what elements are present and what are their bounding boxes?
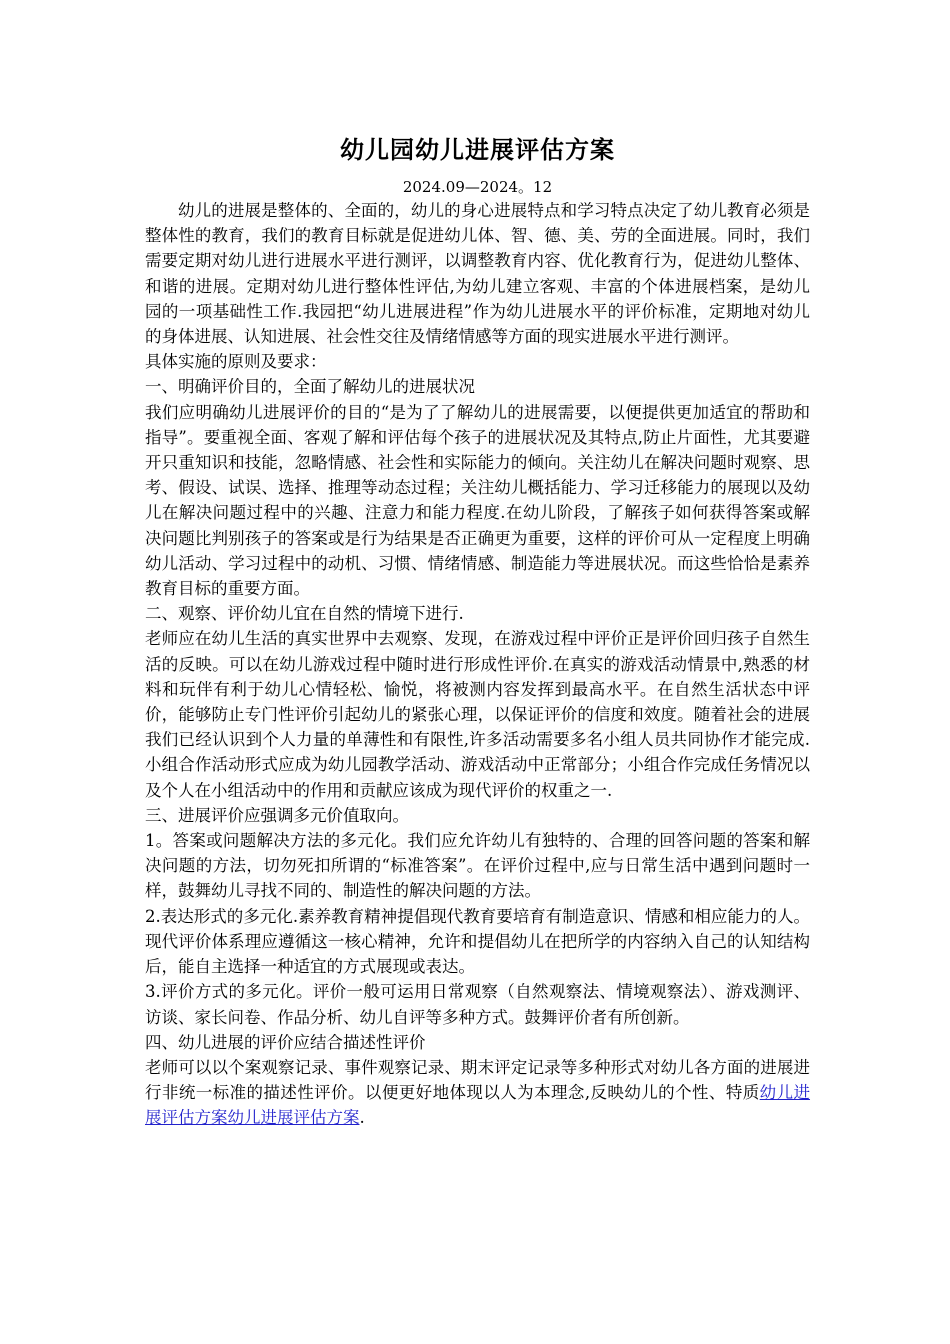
document-date: 2024.09—2024。12 [402, 178, 553, 196]
section2-body: 老师应在幼儿生活的真实世界中去观察、发现，在游戏过程中评价正是评价回归孩子自然生活的反映。可以在幼儿游戏过程中随时进行形成性评价.在真实的游戏活动情景中,熟悉的材料和玩伴有利于幼儿心情轻松、愉悦，将被测内容发挥到最高水平。在自然生活状态中评价，能够防止专门性评价引起幼儿的紧张心理，以保证评价的信度和效度。随着社会的进展我们已经认识到个人力量的单薄性和有限性,许多活动需要多名小组人员共同协作才能完成.小组合作活动形式应成为幼儿园教学活动、游戏活动中正常部分；小组合作完成任务情况以及个人在小组活动中的作用和贡献应该成为现代评价的权重之一. [145, 629, 810, 800]
section4-heading: 四、幼儿进展的评价应结合描述性评价 [145, 1032, 426, 1052]
section1-body: 我们应明确幼儿进展评价的目的“是为了了解幼儿的进展需要，以便提供更加适宜的帮助和指导”。要重视全面、客观了解和评估每个孩子的进展状况及其特点,防止片面性，尤其要避开只重知识和技能，忽略情感、社会性和实际能力的倾向。关注幼儿在解决问题时观察、思考、假设、试误、选择、推理等动态过程；关注幼儿概括能力、学习迁移能力的展现以及幼儿在解决问题过程中的兴趣、注意力和能力程度.在幼儿阶段，了解孩子如何获得答案或解决问题比判别孩子的答案或是行为结果是否正确更为重要，这样的评价可从一定程度上明确幼儿活动、学习过程中的动机、习惯、情绪情感、制造能力等进展状况。而这些恰恰是素养教育目标的重要方面。 [145, 402, 810, 599]
principles-heading: 具体实施的原则及要求： [145, 352, 327, 372]
document-title: 幼儿园幼儿进展评估方案 [340, 135, 615, 164]
section2-heading: 二、观察、评价幼儿宜在自然的情境下进行. [145, 604, 464, 624]
document-page [145, 130, 810, 1131]
intro-paragraph: 幼儿的进展是整体的、全面的，幼儿的身心进展特点和学习特点决定了幼儿教育必须是整体性的教育，我们的教育目标就是促进幼儿体、智、德、美、劳的全面进展。同时，我们需要定期对幼儿进行进展水平进行测评，以调整教育内容、优化教育行为，促进幼儿整体、和谐的进展。定期对幼儿进行整体性评估,为幼儿建立客观、丰富的个体进展档案，是幼儿园的一项基础性工作.我园把“幼儿进展进程”作为幼儿进展水平的评价标准，定期地对幼儿的身体进展、认知进展、社会性交往及情绪情感等方面的现实进展水平进行测评。 [145, 201, 810, 347]
section3-item2: 2.表达形式的多元化.素养教育精神提倡现代教育要培育有制造意识、情感和相应能力的人。现代评价体系理应遵循这一核心精神，允许和提倡幼儿在把所学的内容纳入自己的认知结构后，能自主选择一种适宜的方式展现或表达。 [145, 906, 810, 977]
section4-body: 老师可以以个案观察记录、事件观察记录、期末评定记录等多种形式对幼儿各方面的进展进行非统一标准的描述性评价。以便更好地体现以人为本理念,反映幼儿的个性、特质 [145, 1057, 810, 1103]
document-link[interactable]: 幼儿进展评估方案幼儿进展评估方案 [145, 1083, 811, 1128]
section3-item3: 3.评价方式的多元化。评价一般可运用日常观察（自然观察法、情境观察法）、游戏测评、访谈、家长问卷、作品分析、幼儿自评等多种方式。鼓舞评价者有所创新。 [145, 982, 810, 1027]
section4-paragraph [145, 1055, 810, 1131]
section3-item1: 1。答案或问题解决方法的多元化。我们应允许幼儿有独特的、合理的回答问题的答案和解决问题的方法，切勿死扣所谓的“标准答案”。在评价过程中,应与日常生活中遇到问题时一样，鼓舞幼儿寻找不同的、制造性的解决问题的方法。 [145, 831, 810, 901]
section3-heading: 三、进展评价应强调多元价值取向。 [145, 805, 409, 825]
section4-end: . [359, 1108, 365, 1128]
section1-heading: 一、明确评价目的，全面了解幼儿的进展状况 [145, 377, 475, 397]
